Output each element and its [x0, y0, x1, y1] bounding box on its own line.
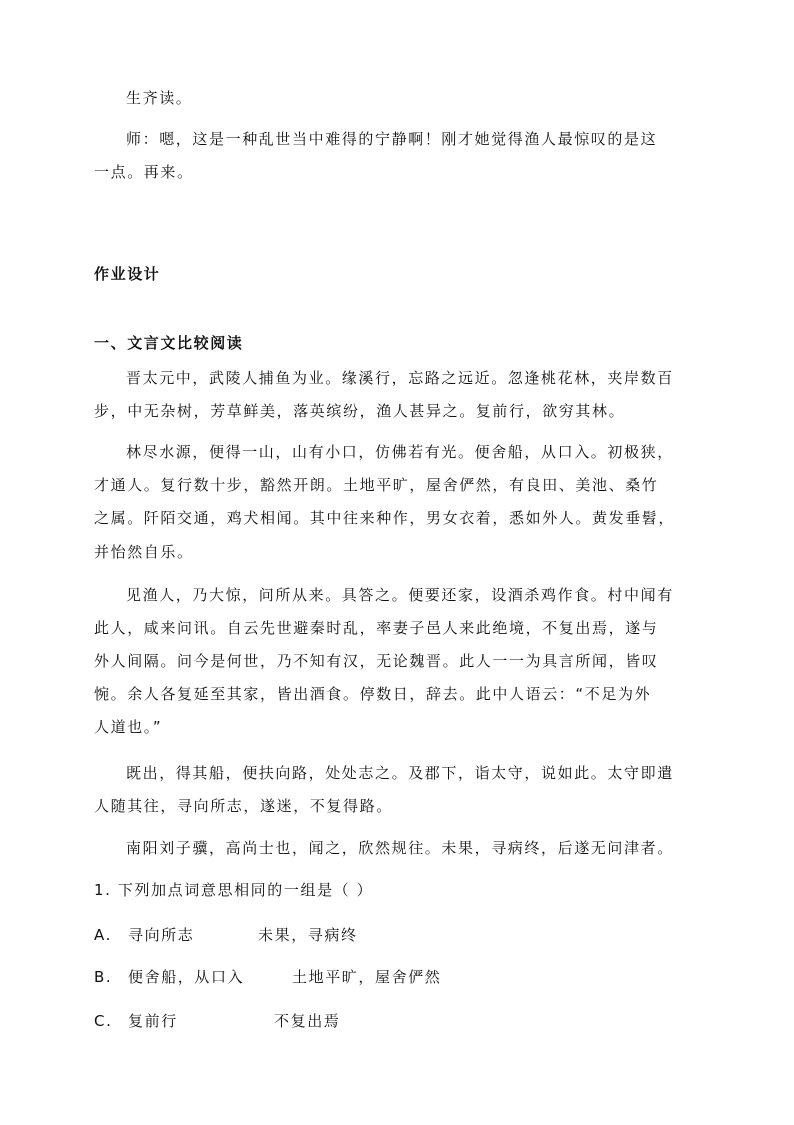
dialogue-line-2: 师：嗯，这是一种乱世当中难得的宁静啊！刚才她觉得渔人最惊叹的是这: [126, 130, 658, 148]
passage-p5-line-1: 南阳刘子骥，高尚士也，闻之，欣然规往。未果，寻病终，后遂无问津者。: [126, 839, 674, 857]
passage-p3-line-3: 外人间隔。问今是何世，乃不知有汉，无论魏晋。此人一一为具言所闻，皆叹: [94, 652, 659, 670]
option-b-left: 便舍船，从口入: [128, 968, 245, 986]
passage-p2-line-3: 之属。阡陌交通，鸡犬相闻。其中往来种作，男女衣着，悉如外人。黄发垂髫，: [94, 509, 676, 527]
option-b: [94, 967, 442, 987]
passage-p2-line-2: 才通人。复行数十步，豁然开朗。土地平旷，屋舍俨然，有良田、美池、桑竹: [94, 476, 659, 494]
passage-p3-line-2: 此人，咸来问讯。自云先世避秦时乱，率妻子邑人来此绝境，不复出焉，遂与: [94, 619, 659, 637]
dialogue-line-3: 一点。再来。: [94, 163, 194, 181]
subsection-title: 一、文言文比较阅读: [94, 334, 244, 352]
option-a-right: 未果，寻病终: [258, 926, 358, 944]
option-c-left: 复前行: [128, 1012, 178, 1030]
option-letter: A.: [94, 926, 112, 944]
passage-p4-line-2: 人随其往，寻向所志，遂迷，不复得路。: [94, 797, 393, 815]
option-letter: B.: [94, 968, 113, 986]
dialogue-line-1: 生齐读。: [126, 89, 193, 107]
option-a: [94, 925, 358, 945]
option-a-left: 寻向所志: [128, 926, 195, 944]
option-c: [94, 1011, 341, 1031]
option-letter: C.: [94, 1012, 113, 1030]
passage-p3-line-5: 人道也。”: [94, 718, 163, 736]
question-stem: 1. 下列加点词意思相同的一组是（ ）: [94, 881, 374, 899]
passage-p2-line-4: 并怡然自乐。: [94, 543, 194, 561]
passage-p1-line-2: 步，中无杂树，芳草鲜美，落英缤纷，渔人甚异之。复前行，欲穷其林。: [94, 402, 626, 420]
passage-p1-line-1: 晋太元中，武陵人捕鱼为业。缘溪行，忘路之远近。忽逢桃花林，夹岸数百: [126, 369, 674, 387]
option-b-right: 土地平旷，屋舍俨然: [292, 968, 442, 986]
passage-p4-line-1: 既出，得其船，便扶向路，处处志之。及郡下，诣太守，说如此。太守即遣: [126, 764, 674, 782]
section-title: 作业设计: [94, 265, 161, 283]
passage-p3-line-1: 见渔人，乃大惊，问所从来。具答之。便要还家，设酒杀鸡作食。村中闻有: [126, 586, 674, 604]
passage-p2-line-1: 林尽水源，便得一山，山有小口，仿佛若有光。便舍船，从口入。初极狭，: [126, 443, 674, 461]
passage-p3-line-4: 惋。余人各复延至其家，皆出酒食。停数日，辞去。此中人语云：“不足为外: [94, 685, 652, 703]
option-c-right: 不复出焉: [274, 1012, 341, 1030]
